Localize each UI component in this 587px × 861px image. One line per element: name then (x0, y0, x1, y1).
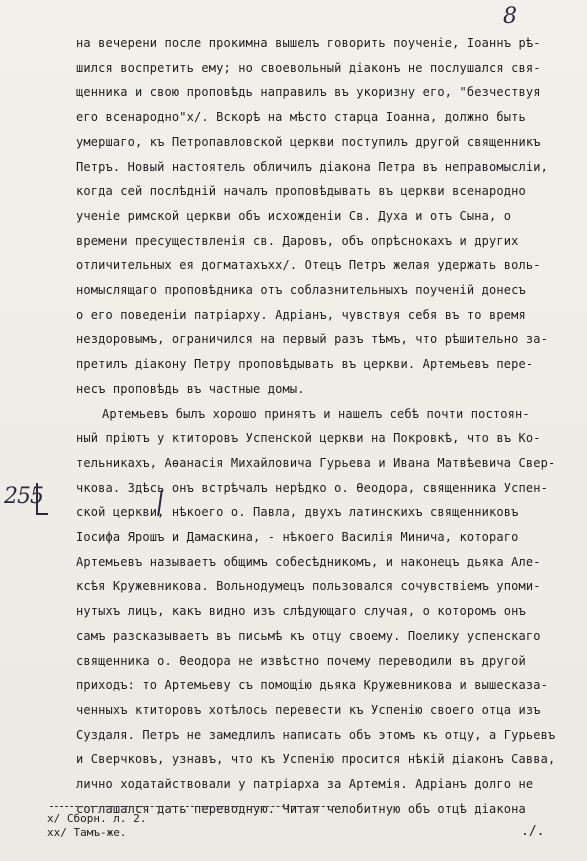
text-line: шился воспретить ему; но своевольный діаконъ не послушался свя- (76, 60, 541, 75)
text-line: приходъ: то Артемьеву съ помощію дьяка Кружевникова и вышесказа- (76, 678, 548, 693)
text-line: Артемьевъ былъ хорошо принятъ и нашелъ себѣ почти постоян- (102, 406, 530, 421)
footnote-1: x/ Сборн. л. 2. (47, 812, 147, 825)
text-line: и Сверчковъ, узнавъ, что къ Успенію просится нѣкiй діаконъ Савва, (76, 752, 556, 767)
text-line: щенника и свою проповѣдь направилъ въ укоризну его, "безчествуя (76, 85, 541, 100)
text-line: когда сей послѣднiй началъ проповѣдывать въ церкви всенародно (76, 184, 526, 199)
text-line: чкова. Здѣсь онъ встрѣчалъ нерѣдко о. Ѳеодора, священника Успен- (76, 480, 548, 495)
text-line: о его поведеніи патріарху. Адріанъ, чувствуя себя въ то время (76, 307, 526, 322)
text-line: Артемьевъ называетъ общимъ собесѣдникомъ, и наконецъ дьяка Але- (76, 554, 541, 569)
text-line: Суздаля. Петръ не замедлилъ написать объ этомъ къ отцу, а Гурьевъ (76, 727, 556, 742)
text-line: ксѣя Кружевникова. Вольнодумецъ пользовался сочувствіемъ упоми- (76, 579, 541, 594)
text-line: претилъ діакону Петру проповѣдывать въ церкви. Артемьевъ пере- (76, 357, 534, 372)
footnote-separator (50, 806, 345, 807)
text-line: ный пріютъ у ктиторовъ Успенской церкви на Покровкѣ, что въ Ко- (76, 431, 541, 446)
text-line: нездоровымъ, ограничился на первый разъ тѣмъ, что рѣшительно за- (76, 332, 548, 347)
text-line: тельникахъ, Аѳанасія Михайловича Гурьева и Ивана Матвѣевича Свер- (76, 455, 556, 470)
text-line: отличительных ея догматахъxx/. Отецъ Петръ желая удержать воль- (76, 258, 541, 273)
text-line: соглашался дать переводную. Читая челобитную объ отцѣ діакона (76, 801, 526, 816)
text-line: ской церкви, нѣкоего о. Павла, двухъ латинскихъ священниковъ (76, 505, 519, 520)
text-line: времени пресуществленія св. Даровъ, объ опрѣснокахъ и других (76, 233, 519, 248)
text-line: нутыхъ лицъ, какъ видно изъ слѣдующаго случая, о которомъ онъ (76, 604, 526, 619)
page-end-mark: ./. (521, 824, 545, 839)
text-line: ученіе римской церкви объ исхожденіи Св. Духа и отъ Сына, о (76, 208, 512, 223)
page-number: 8 (503, 4, 517, 29)
text-line: несъ проповѣдь въ частные домы. (76, 381, 305, 396)
text-line: священника о. Ѳеодора не извѣстно почему переводили въ другой (76, 653, 526, 668)
text-line: Іосифа Ярошъ и Дамаскина, - нѣкоего Василія Минича, котораго (76, 530, 519, 544)
text-line: номыслящаго проповѣдника отъ соблазнительныхъ поученiй донесъ (76, 283, 526, 297)
footnote-2: xx/ Тамъ-же. (47, 826, 127, 839)
text-line: лично ходатайствовали у патріарха за Артемія. Адріанъ долго не (76, 777, 534, 791)
margin-note: 255 (4, 484, 43, 509)
text-line: самъ разсказываетъ въ письмѣ къ отцу своему. Поелику успенскаго (76, 628, 541, 643)
text-line: умершаго, къ Петропавловской церкви поступилъ другой священникъ (76, 134, 541, 149)
text-line: на вечерени после прокимна вышелъ говорить поученіе, Іоаннъ рѣ- (76, 36, 541, 50)
text-line: Петръ. Новый настоятель обличилъ діакона Петра въ неправомыслiи, (76, 159, 548, 174)
text-line: его всенародно"x/. Вскорѣ на мѣсто старца Іоанна, должно быть (76, 110, 526, 125)
margin-bracket-mark (36, 483, 48, 515)
text-line: ченныхъ ктиторовъ хотѣлось перевести къ Успенію своего отца изъ (76, 702, 541, 717)
